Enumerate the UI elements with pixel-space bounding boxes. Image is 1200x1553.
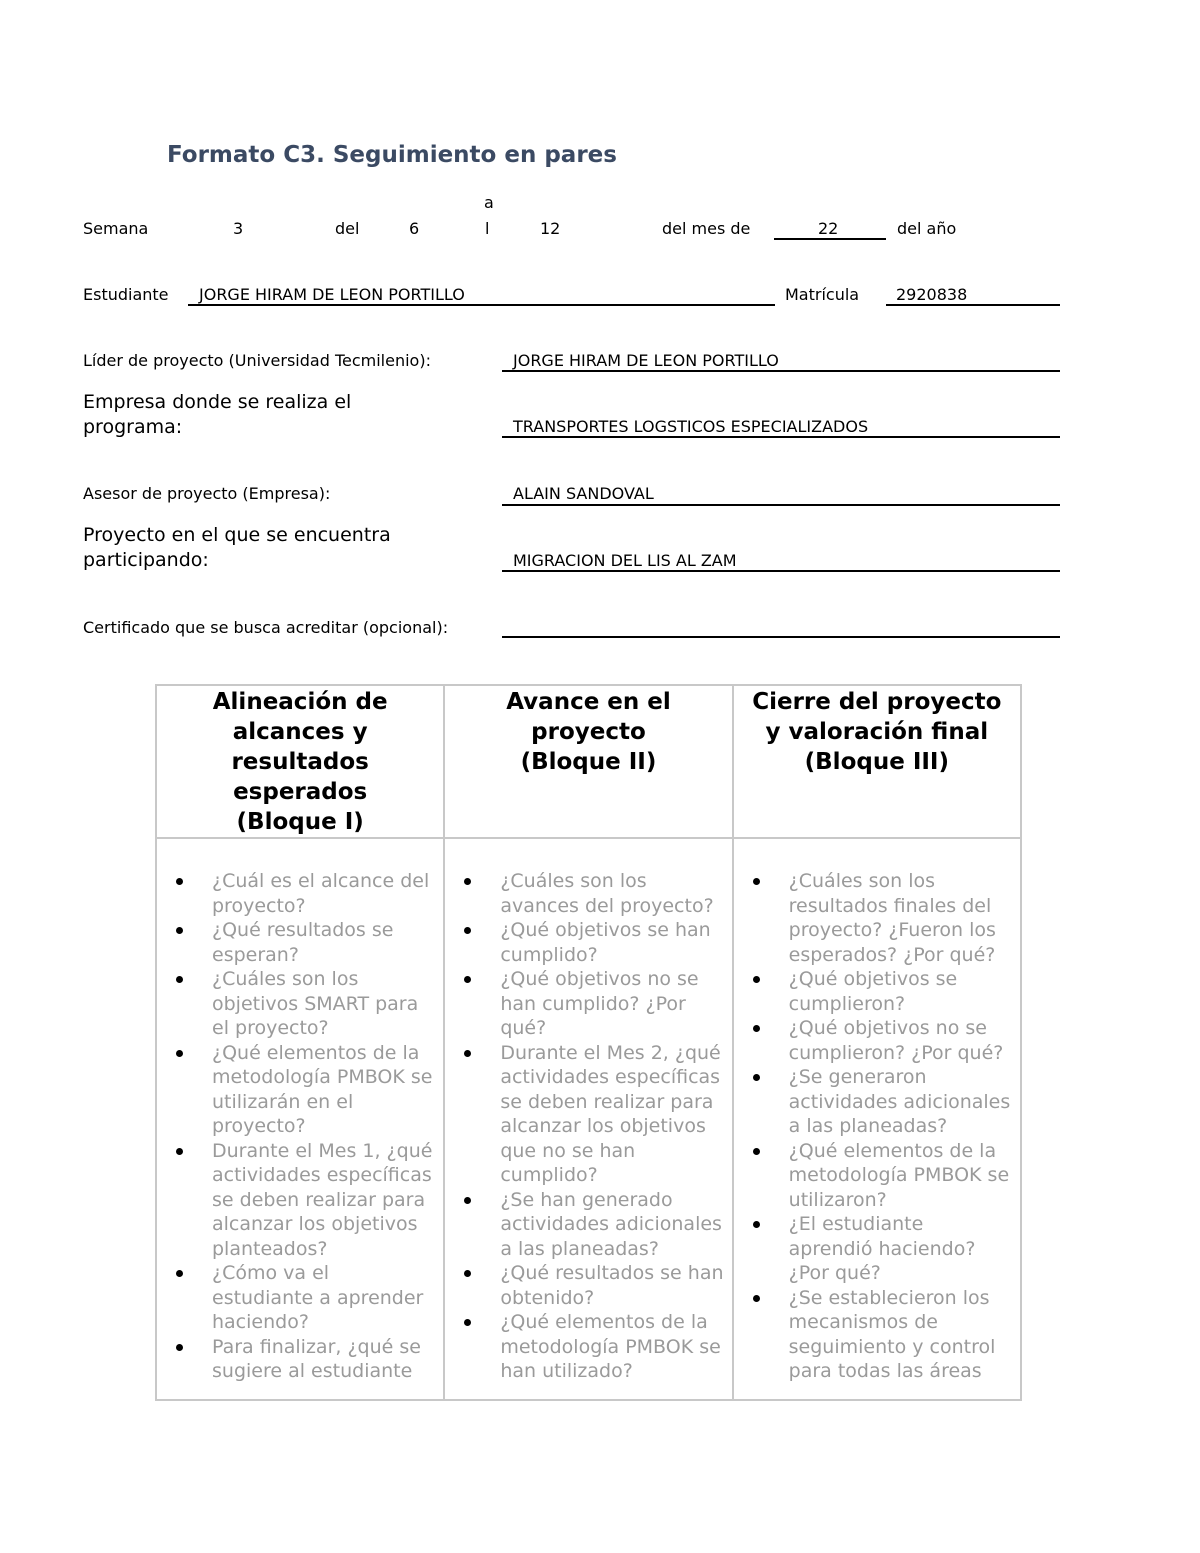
al-label-top: a bbox=[484, 193, 494, 212]
matricula-label: Matrícula bbox=[785, 285, 860, 304]
semana-label: Semana bbox=[83, 219, 149, 238]
lider-label: Líder de proyecto (Universidad Tecmilenio): bbox=[83, 351, 431, 370]
list-item: ¿Se establecieron los mecanismos de seguimiento y control para todas las áreas bbox=[789, 1286, 1012, 1384]
asesor-label: Asesor de proyecto (Empresa): bbox=[83, 484, 331, 503]
header-bloque-2 bbox=[444, 685, 732, 838]
header-bloque-2-text: Avance en el proyecto (Bloque II) bbox=[506, 689, 671, 775]
list-item: ¿El estudiante aprendió haciendo? ¿Por qué? bbox=[789, 1212, 1012, 1286]
certificado-underline bbox=[502, 636, 1060, 638]
asesor-value[interactable]: ALAIN SANDOVAL bbox=[513, 484, 654, 503]
list-item: Durante el Mes 1, ¿qué actividades específicas se deben realizar para alcanzar los objetivos planteados? bbox=[212, 1139, 435, 1262]
proyecto-label: Proyecto en el que se encuentra participando: bbox=[83, 524, 391, 571]
al-label-bottom: l bbox=[485, 219, 490, 238]
header-bloque-1 bbox=[156, 685, 444, 838]
al-value[interactable]: 12 bbox=[540, 219, 561, 238]
mes-value[interactable]: 22 bbox=[818, 219, 839, 238]
list-item: ¿Cuál es el alcance del proyecto? bbox=[212, 869, 435, 918]
proyecto-value[interactable]: MIGRACION DEL LIS AL ZAM bbox=[513, 551, 737, 570]
list-item: ¿Qué elementos de la metodología PMBOK se han utilizado? bbox=[500, 1310, 723, 1384]
empresa-label: Empresa donde se realiza el programa: bbox=[83, 391, 352, 438]
list-item: ¿Qué elementos de la metodología PMBOK se utilizarán en el proyecto? bbox=[212, 1041, 435, 1139]
page-title: Formato C3. Seguimiento en pares bbox=[167, 142, 617, 168]
list-item: ¿Cuáles son los resultados finales del proyecto? ¿Fueron los esperados? ¿Por qué? bbox=[789, 869, 1012, 967]
list-item: ¿Qué objetivos no se cumplieron? ¿Por qué? bbox=[789, 1016, 1012, 1065]
list-item: ¿Cómo va el estudiante a aprender haciendo? bbox=[212, 1261, 435, 1335]
list-item: ¿Qué objetivos no se han cumplido? ¿Por qué? bbox=[500, 967, 723, 1041]
header-bloque-3-text: Cierre del proyecto y valoración final (Bloque III) bbox=[752, 689, 1002, 775]
list-item: ¿Qué resultados se esperan? bbox=[212, 918, 435, 967]
lider-value[interactable]: JORGE HIRAM DE LEON PORTILLO bbox=[513, 351, 779, 370]
matricula-underline bbox=[886, 304, 1060, 306]
question-list-1 bbox=[157, 869, 443, 1384]
certificado-label: Certificado que se busca acreditar (opcional): bbox=[83, 618, 449, 637]
empresa-value[interactable]: TRANSPORTES LOGSTICOS ESPECIALIZADOS bbox=[513, 417, 869, 436]
list-item: ¿Qué resultados se han obtenido? bbox=[500, 1262, 724, 1309]
anio-label: del año bbox=[897, 219, 957, 238]
matricula-value[interactable]: 2920838 bbox=[896, 285, 968, 304]
list-item: Durante el Mes 2, ¿qué actividades específicas se deben realizar para alcanzar los objetivos que no se han cumplido? bbox=[500, 1041, 723, 1188]
semana-value[interactable]: 3 bbox=[233, 219, 244, 238]
body-bloque-2 bbox=[444, 838, 732, 1400]
lider-underline bbox=[502, 370, 1060, 372]
body-bloque-1 bbox=[156, 838, 444, 1400]
list-item: ¿Se generaron actividades adicionales a las planeadas? bbox=[788, 1066, 1011, 1137]
mes-underline bbox=[774, 238, 886, 240]
list-item: ¿Se han generado actividades adicionales a las planeadas? bbox=[500, 1188, 722, 1260]
student-value[interactable]: JORGE HIRAM DE LEON PORTILLO bbox=[199, 285, 465, 304]
asesor-underline bbox=[502, 504, 1060, 506]
student-label: Estudiante bbox=[83, 285, 169, 304]
header-bloque-3 bbox=[733, 685, 1021, 838]
list-item: ¿Cuáles son los objetivos SMART para el proyecto? bbox=[212, 967, 435, 1041]
list-item: Para finalizar, ¿qué se sugiere al estudiante bbox=[212, 1335, 435, 1384]
header-bloque-1-text: Alineación de alcances y resultados esperados (Bloque I) bbox=[212, 689, 388, 835]
del-value[interactable]: 6 bbox=[409, 219, 420, 238]
body-bloque-3 bbox=[733, 838, 1021, 1400]
list-item: ¿Qué objetivos se cumplieron? bbox=[789, 967, 1012, 1016]
empresa-underline bbox=[502, 436, 1060, 438]
question-list-3 bbox=[734, 869, 1020, 1384]
question-list-2 bbox=[445, 869, 731, 1384]
proyecto-underline bbox=[502, 570, 1060, 572]
list-item: ¿Qué elementos de la metodología PMBOK se utilizaron? bbox=[789, 1139, 1012, 1213]
bloques-table bbox=[155, 684, 1022, 1401]
list-item: ¿Qué objetivos se han cumplido? bbox=[500, 918, 723, 967]
mes-label: del mes de bbox=[662, 219, 751, 238]
student-underline bbox=[188, 304, 775, 306]
del-label: del bbox=[335, 219, 360, 238]
list-item: ¿Cuáles son los avances del proyecto? bbox=[500, 869, 723, 918]
